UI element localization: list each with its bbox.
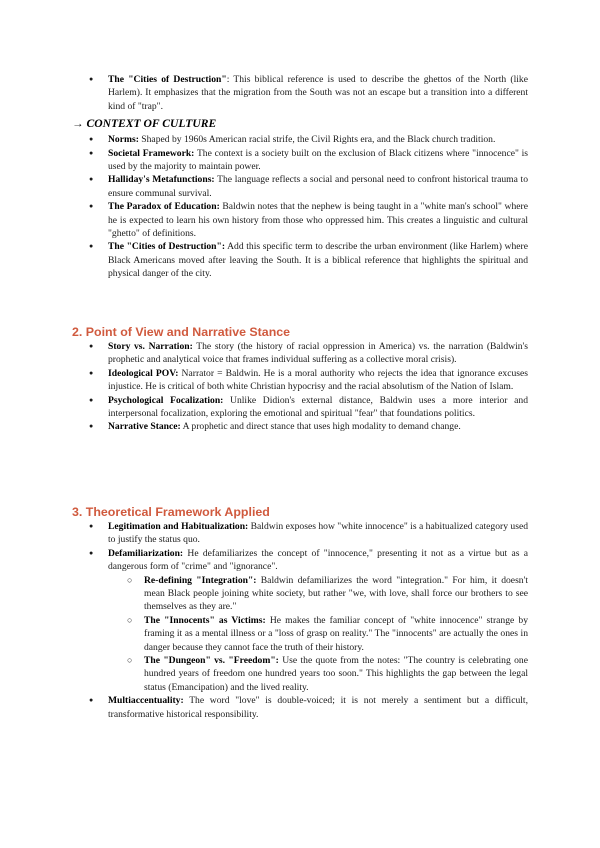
item-term: Multiaccentuality: — [108, 695, 184, 707]
list-item — [0, 694, 600, 721]
list-item — [0, 240, 600, 280]
item-text: A prophetic and direct stance that uses high modality to demand change. — [180, 421, 461, 433]
item-term: Ideological POV: — [108, 367, 179, 379]
list-item — [0, 520, 600, 547]
item-text: Baldwin notes that the nephew is being taught in a "white man's school" where he is expected to learn his own history from those who oppressed him. This creates a linguistic and cultural "ghetto" of definitions. — [108, 201, 528, 240]
sub-list-item — [0, 614, 600, 654]
hollow-bullet-icon: ○ — [127, 614, 133, 625]
item-term: Societal Framework: — [108, 147, 195, 159]
hollow-bullet-icon: ○ — [127, 655, 133, 666]
item-term: The "Cities of Destruction": — [108, 241, 226, 253]
sub-list-item — [0, 574, 600, 614]
section-3 — [0, 504, 600, 721]
bullet-icon: ● — [89, 522, 94, 530]
item-term: Re-defining "Integration": — [144, 574, 257, 586]
hollow-bullet-icon: ○ — [127, 574, 133, 585]
item-text: The language reflects a social and personal need to confront historical trauma to ensure communal survival. — [108, 174, 528, 199]
item-term: Narrative Stance: — [108, 421, 181, 433]
item-term: Defamiliarization: — [108, 547, 184, 559]
context-of-culture-list — [0, 133, 600, 280]
bullet-icon: ● — [89, 148, 94, 157]
item-text: Use the quote from the notes: "The country is celebrating one hundred years of freedom one hundred years too soon." This highlights the gap between the legal status (Emancipation) and the lived reality. — [144, 655, 528, 693]
bullet-icon: ● — [89, 242, 94, 251]
bullet-icon: ● — [89, 696, 94, 705]
item-text: Add this specific term to describe the urban environment (like Harlem) where Black Americans moved after leaving the South. It is a biblical reference that highlights the spiritual and physical danger of the city. — [108, 241, 528, 280]
bullet-icon: ● — [89, 548, 94, 557]
item-text: He defamiliarizes the concept of "innocence," presenting it not as a virtue but as a dangerous form of "crime" and "ignorance". — [108, 547, 528, 573]
list-item — [0, 200, 600, 240]
item-term: The "Dungeon" vs. "Freedom": — [144, 655, 279, 667]
section-2-list — [0, 340, 600, 434]
item-text: Baldwin exposes how "white innocence" is a habitualized category used to justify the status quo. — [108, 521, 529, 546]
list-item — [0, 340, 600, 367]
section-2-heading: 2. Point of View and Narrative Stance — [72, 325, 291, 339]
list-item — [0, 367, 600, 394]
list-item — [0, 420, 600, 433]
bullet-icon: ● — [89, 202, 94, 211]
section-3-heading: 3. Theoretical Framework Applied — [72, 505, 270, 519]
item-term: Halliday's Metafunctions: — [108, 174, 215, 186]
list-item — [0, 394, 600, 421]
bullet-icon: ● — [89, 75, 94, 83]
bullet-icon: ● — [89, 368, 94, 377]
item-term: Psychological Focalization: — [108, 394, 224, 406]
item-term: Story vs. Narration: — [108, 341, 193, 352]
item-term: Legitimation and Habitualization: — [108, 521, 249, 532]
item-text: He makes the familiar concept of "white innocence" strange by framing it as a mental illness or a "loss of grasp on reality." The "innocents" are actually the ones in danger because they cannot face the truth of their history. — [144, 614, 528, 653]
bullet-icon: ● — [89, 135, 94, 144]
bullet-icon: ● — [89, 175, 94, 184]
context-of-culture-heading: → CONTEXT OF CULTURE — [72, 117, 217, 131]
item-text: The context is a society built on the exclusion of Black citizens where "innocence" is used by the majority to maintain power. — [108, 147, 528, 173]
bullet-icon: ● — [89, 395, 94, 404]
item-text: The word "love" is double-voiced; it is not merely a sentiment but a difficult, transformative historical responsibility. — [108, 695, 528, 720]
item-text: Unlike Didion's external distance, Baldwin uses a more interior and interpersonal focalization, exploring the emotional and spiritual "fear" that foundations politics. — [108, 394, 528, 420]
item-term: Norms: — [108, 134, 139, 146]
section-3-list — [0, 520, 600, 721]
item-text: : This biblical reference is used to describe the ghettos of the North (like Harlem). It emphasizes that the migration from the South was not an escape but a transition into a different kind of "trap". — [108, 74, 528, 112]
bullet-icon: ● — [89, 342, 94, 350]
item-text: The story (the history of racial oppression in America) vs. the narration (Baldwin's prophetic and analytical voice that frames individual suffering as a collective moral crisis). — [108, 341, 528, 366]
bullet-icon: ● — [89, 422, 94, 431]
sub-list-item — [0, 654, 600, 694]
item-text: Narrator = Baldwin. He is a moral authority who rejects the idea that ignorance excuses injustice. He is critical of both white Christian hypocrisy and the racial absolutism of the Nation of Islam. — [108, 367, 529, 393]
item-term: The "Cities of Destruction" — [108, 74, 227, 85]
list-item — [0, 547, 600, 574]
context-block — [0, 73, 600, 281]
list-item — [0, 73, 600, 113]
item-term: The Paradox of Education: — [108, 201, 220, 213]
section-2 — [0, 324, 600, 434]
list-item — [0, 173, 600, 200]
item-term: The "Innocents" as Victims: — [144, 614, 266, 626]
intro-list — [0, 73, 600, 113]
list-item — [0, 147, 600, 174]
item-text: Shaped by 1960s American racial strife, the Civil Rights era, and the Black church tradition. — [138, 134, 496, 146]
list-item — [0, 133, 600, 146]
item-text: Baldwin defamiliarizes the word "integration." For him, it doesn't mean Black people joining white society, but rather "we, with love, shall force our brothers to see themselves as they are." — [144, 574, 528, 613]
